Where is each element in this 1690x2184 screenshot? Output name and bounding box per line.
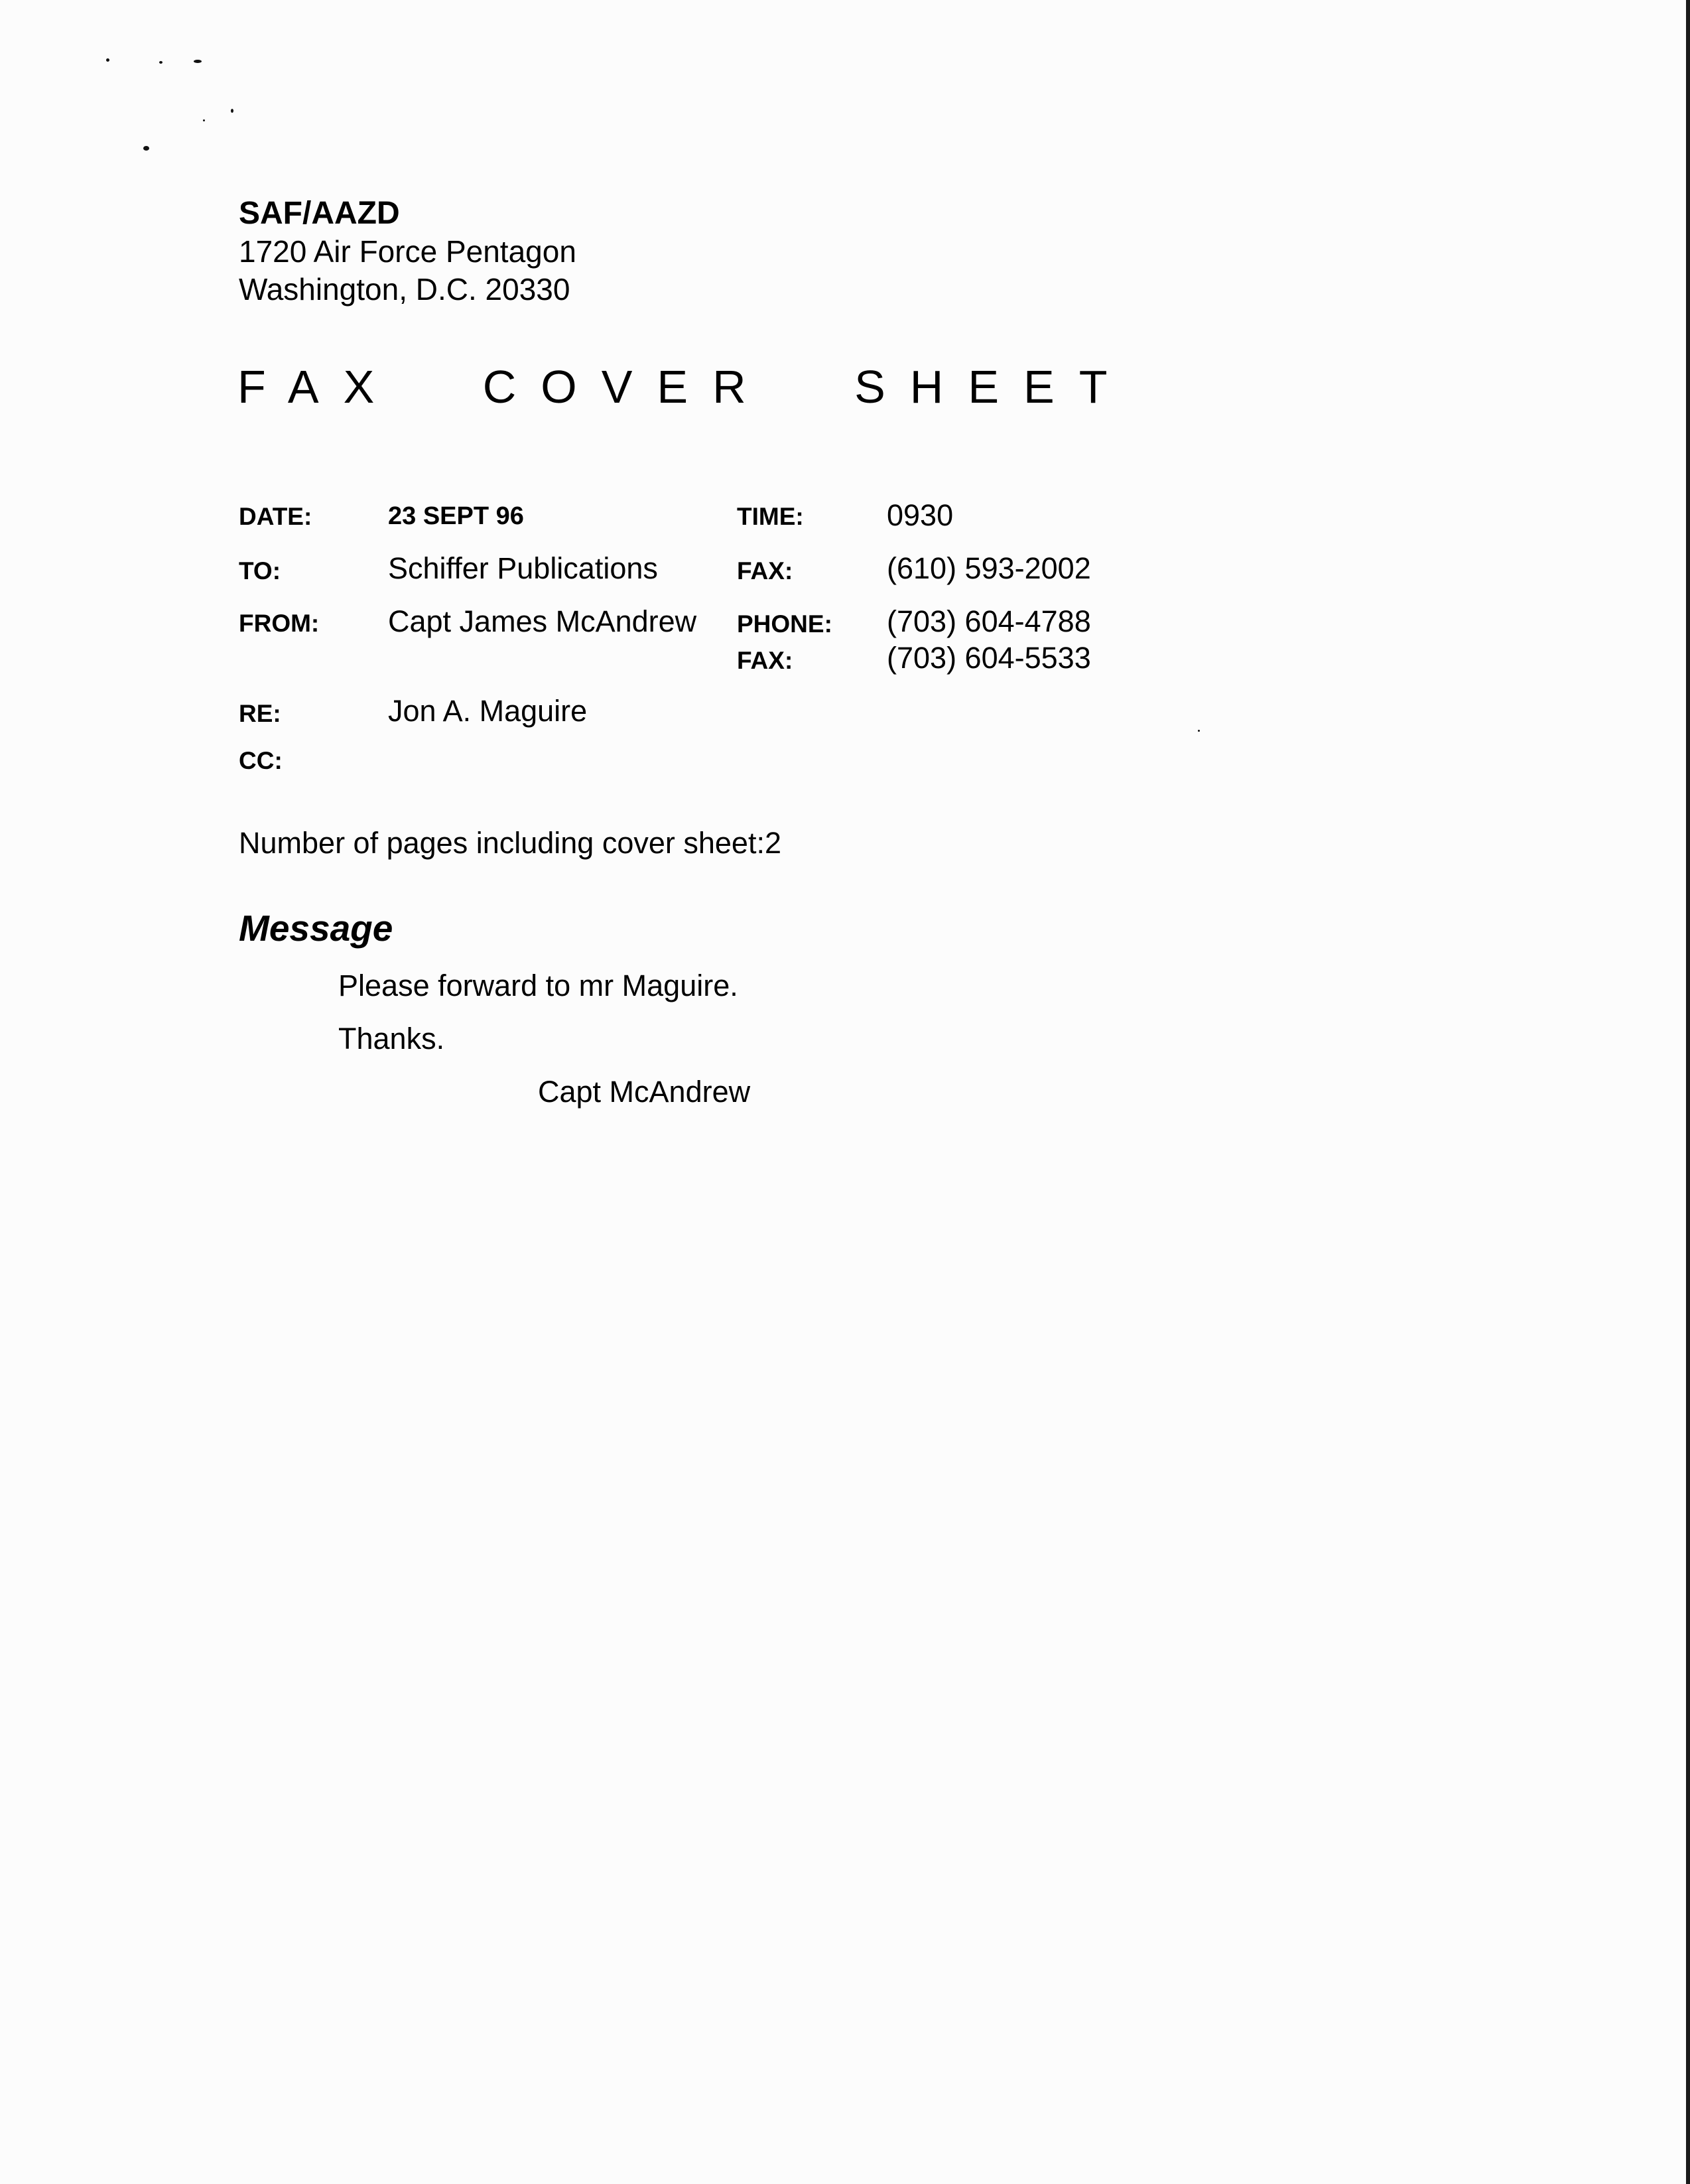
cc-label: CC: — [239, 747, 283, 774]
scan-speck — [159, 61, 162, 64]
re-value: Jon A. Maguire — [388, 694, 588, 728]
scan-speck — [143, 146, 149, 151]
from-value: Capt James McAndrew — [388, 604, 697, 638]
message-line-2: Thanks. — [338, 1022, 445, 1056]
message-heading: Message — [239, 908, 393, 949]
re-label: RE: — [239, 700, 281, 727]
time-value: 0930 — [887, 498, 954, 532]
to-label: TO: — [239, 557, 281, 584]
scan-speck — [203, 119, 205, 121]
phone-value: (703) 604-4788 — [887, 604, 1091, 638]
scan-speck — [106, 58, 109, 62]
scan-speck — [231, 109, 233, 113]
to-value: Schiffer Publications — [388, 551, 658, 585]
date-label: DATE: — [239, 503, 312, 530]
from-label: FROM: — [239, 610, 320, 637]
from-fax-label: FAX: — [737, 647, 793, 674]
date-value: 23 SEPT 96 — [388, 502, 524, 530]
address-line-1: 1720 Air Force Pentagon — [239, 234, 576, 269]
to-fax-value: (610) 593-2002 — [887, 551, 1091, 585]
message-signature: Capt McAndrew — [538, 1075, 751, 1109]
message-line-1: Please forward to mr Maguire. — [338, 969, 738, 1002]
scan-speck — [1198, 730, 1200, 732]
org-name: SAF/AAZD — [239, 196, 400, 231]
to-fax-label: FAX: — [737, 557, 793, 584]
page-edge — [1686, 0, 1690, 2184]
page-count: Number of pages including cover sheet:2 — [239, 826, 781, 860]
address-line-2: Washington, D.C. 20330 — [239, 272, 570, 307]
scan-speck — [194, 60, 202, 63]
from-fax-value: (703) 604-5533 — [887, 641, 1091, 675]
page-title: FAX COVER SHEET — [237, 361, 1132, 413]
time-label: TIME: — [737, 503, 804, 530]
phone-label: PHONE: — [737, 610, 832, 638]
